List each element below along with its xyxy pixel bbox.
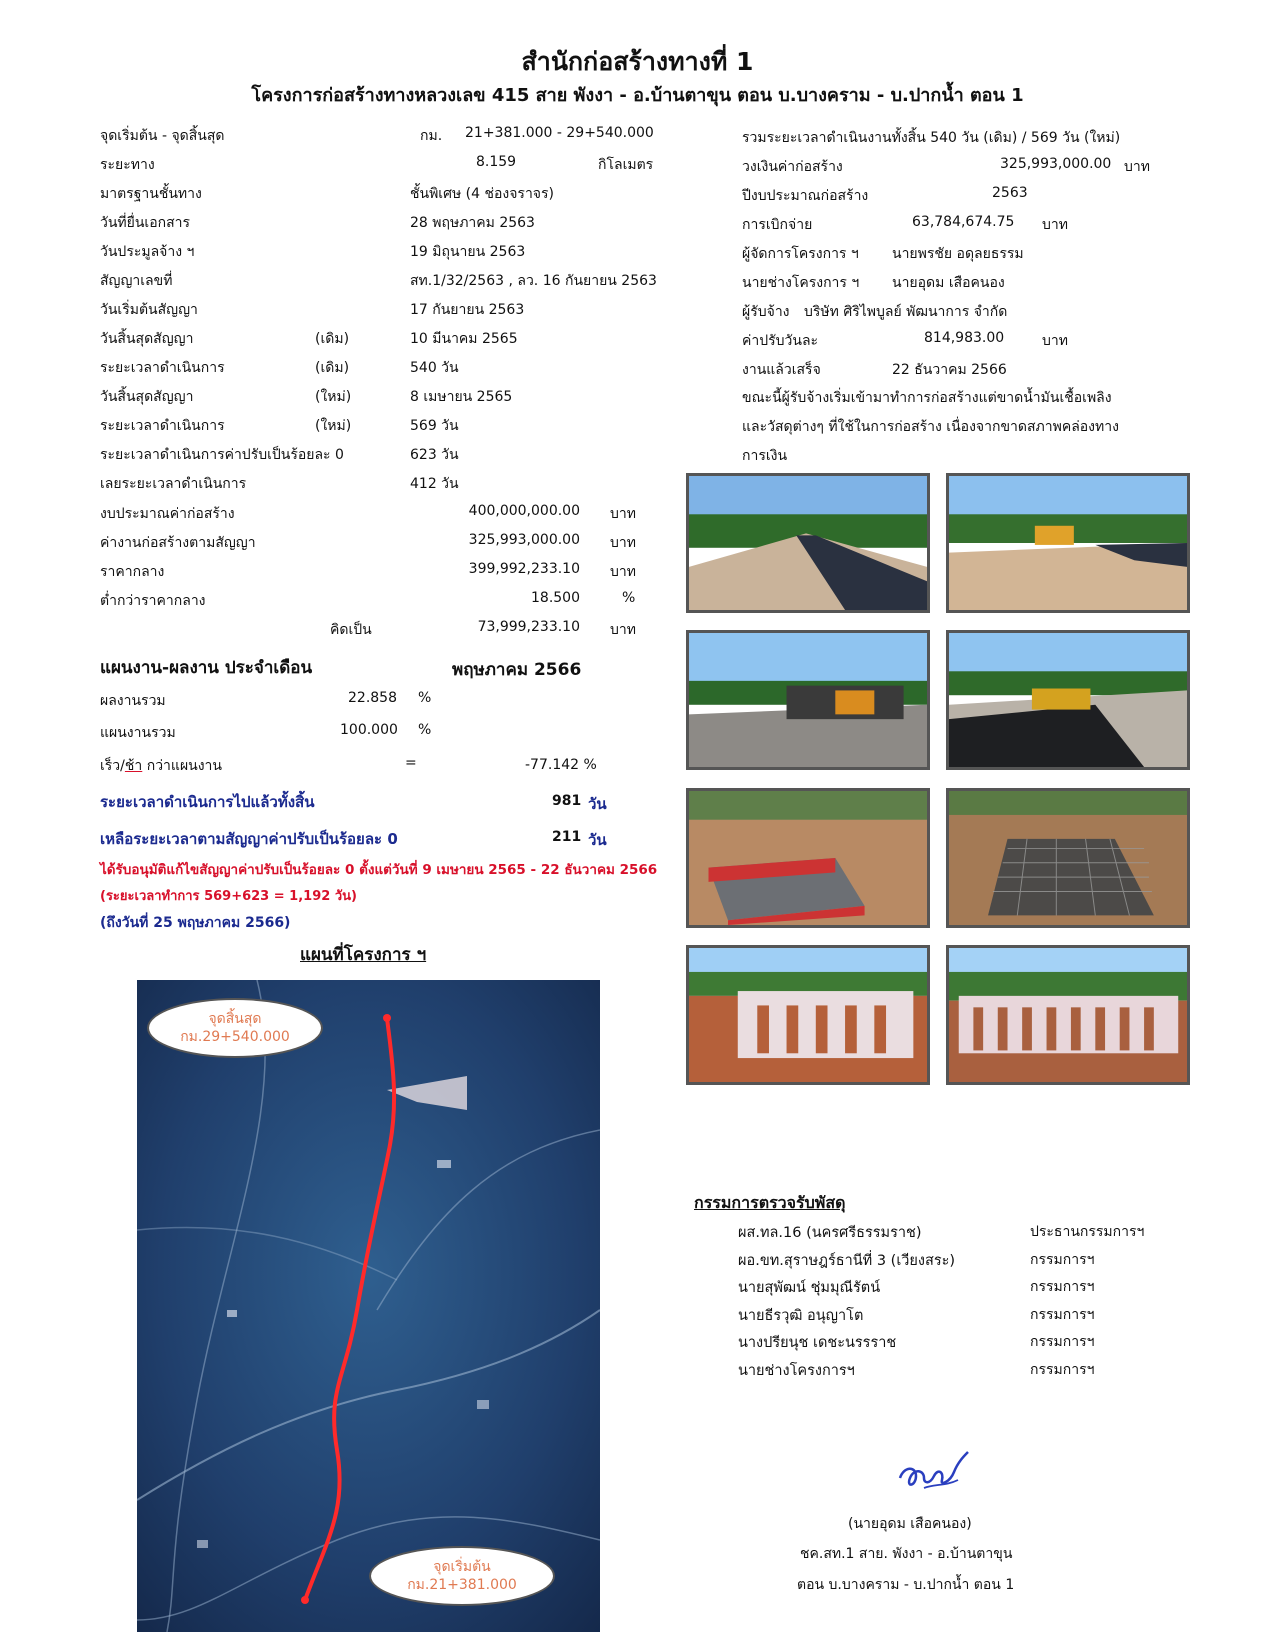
budget-unit: % (622, 590, 636, 606)
info-label: ระยะเวลาดำเนินการค่าปรับเป็นร้อยละ 0 (100, 447, 344, 463)
info-value: 19 มิถุนายน 2563 (410, 244, 526, 260)
committee-member-name: นางปรียนุช เดชะนรรราช (738, 1335, 897, 1351)
construction-photo (686, 630, 930, 770)
info-value: 21+381.000 - 29+540.000 (465, 125, 654, 141)
info-qualifier: (เดิม) (315, 331, 350, 347)
remain-value: 211 (552, 829, 582, 845)
info-label: วันประมูลจ้าง ฯ (100, 244, 195, 260)
contract-unit: บาท (1042, 333, 1068, 349)
construction-photo (946, 945, 1190, 1085)
info-label: วันเริ่มต้นสัญญา (100, 302, 198, 318)
plan-unit: % (418, 722, 432, 738)
construction-photo (686, 473, 930, 613)
note-line: และวัสดุต่างๆ ที่ใช้ในการก่อสร้าง เนื่องจากขาดสภาพคล่องทาง (742, 419, 1119, 435)
amendment-note: ได้รับอนุมัติแก้ไขสัญญาค่าปรับเป็นร้อยละ 0 ตั้งแต่วันที่ 9 เมษายน 2565 - 22 ธันวาคม 2566 (100, 862, 658, 878)
diff-value: -77.142 % (525, 757, 597, 773)
start-point-label: จุดเริ่มต้น (433, 1559, 491, 1575)
info-unit: กิโลเมตร (598, 157, 654, 173)
diff-label-slow: ช้า (124, 758, 143, 774)
budget-label: งบประมาณค่าก่อสร้าง (100, 506, 235, 522)
info-value: 8.159 (476, 154, 517, 170)
contract-unit: บาท (1042, 217, 1068, 233)
info-label: วันสิ้นสุดสัญญา (100, 331, 194, 347)
elapsed-label: ระยะเวลาดำเนินการไปแล้วทั้งสิ้น (100, 793, 315, 811)
info-value: 569 วัน (410, 418, 459, 434)
committee-member-name: ผอ.ขท.สุราษฎร์ธานีที่ 3 (เวียงสระ) (738, 1252, 956, 1269)
info-value: 540 วัน (410, 360, 459, 376)
info-value: 8 เมษายน 2565 (410, 389, 513, 405)
map-title: แผนที่โครงการ ฯ (300, 945, 427, 965)
contract-unit: บาท (1124, 159, 1150, 175)
committee-member-role: กรรมการฯ (1030, 1251, 1095, 1268)
signer-name: (นายอุดม เสือคนอง) (848, 1516, 972, 1532)
contract-label: งานแล้วเสร็จ (742, 362, 821, 378)
committee-member-role: กรรมการฯ (1030, 1334, 1095, 1350)
contract-label: วงเงินค่าก่อสร้าง (742, 159, 843, 175)
result-value: 22.858 (348, 690, 397, 706)
as-of-date: (ถึงวันที่ 25 พฤษภาคม 2566) (100, 915, 291, 931)
contract-value: 325,993,000.00 (1000, 156, 1112, 172)
info-value: 412 วัน (410, 476, 459, 492)
construction-photo (686, 788, 930, 928)
info-value: ชั้นพิเศษ (4 ช่องจราจร) (410, 186, 554, 202)
construction-photo (946, 788, 1190, 928)
contract-label: นายช่างโครงการ ฯ (742, 275, 860, 291)
info-label: วันที่ยื่นเอกสาร (100, 215, 191, 231)
budget-unit: บาท (610, 535, 636, 551)
contract-value: 22 ธันวาคม 2566 (892, 362, 1007, 378)
diff-label (100, 755, 222, 777)
budget-value: 73,999,233.10 (477, 619, 580, 635)
duration-total: รวมระยะเวลาดำเนินงานทั้งสิ้น 540 วัน (เดิม) / 569 วัน (ใหม่) (742, 130, 1121, 146)
budget-value: 325,993,000.00 (468, 532, 580, 548)
committee-member-name: นายธีรวุฒิ อนุญาโต (738, 1307, 864, 1324)
signature-image (894, 1448, 974, 1502)
construction-photo (686, 945, 930, 1085)
budget-label: ค่างานก่อสร้างตามสัญญา (100, 535, 256, 551)
signer-position: ชค.สท.1 สาย. พังงา - อ.บ้านตาขุน (800, 1546, 1013, 1562)
contract-label: ค่าปรับวันละ (742, 333, 819, 349)
budget-value: 399,992,233.10 (468, 561, 580, 577)
budget-label: คิดเป็น (330, 622, 372, 638)
committee-member-name: นายช่างโครงการฯ (738, 1362, 855, 1379)
diff-label-fast: เร็ว/ (100, 758, 125, 774)
elapsed-value: 981 (552, 793, 582, 809)
contract-label: ปีงบประมาณก่อสร้าง (742, 188, 869, 204)
info-label: วันสิ้นสุดสัญญา (100, 389, 194, 405)
info-value: สท.1/32/2563 , ลว. 16 กันยายน 2563 (410, 273, 657, 289)
contract-value: 814,983.00 (924, 330, 1005, 346)
info-label: ระยะเวลาดำเนินการ (100, 418, 225, 434)
remain-label: เหลือระยะเวลาตามสัญญาค่าปรับเป็นร้อยละ 0 (100, 830, 398, 848)
contract-value: บริษัท ศิริไพบูลย์ พัฒนาการ จำกัด (804, 304, 1008, 320)
start-point-callout (369, 1546, 555, 1606)
total-days-note: (ระยะเวลาทำการ 569+623 = 1,192 วัน) (100, 889, 357, 904)
budget-unit: บาท (610, 622, 636, 638)
contract-value: 2563 (992, 185, 1028, 201)
info-value: 623 วัน (410, 447, 459, 463)
construction-photo (946, 630, 1190, 770)
contract-value: นายพรชัย อดุลยธรรม (892, 246, 1024, 262)
elapsed-unit: วัน (588, 795, 607, 813)
info-qualifier: (ใหม่) (315, 389, 352, 405)
committee-title: กรรมการตรวจรับพัสดุ (694, 1193, 846, 1212)
info-label: เลยระยะเวลาดำเนินการ (100, 476, 247, 492)
info-value: 10 มีนาคม 2565 (410, 331, 518, 347)
construction-photo (946, 473, 1190, 613)
budget-unit: บาท (610, 564, 636, 580)
signer-section: ตอน บ.บางคราม - บ.ปากน้ำ ตอน 1 (797, 1577, 1015, 1593)
plan-heading: แผนงาน-ผลงาน ประจำเดือน (100, 658, 313, 678)
contract-label: ผู้รับจ้าง (742, 304, 790, 320)
project-title: โครงการก่อสร้างทางหลวงเลข 415 สาย พังงา - อ.บ้านตาขุน ตอน บ.บางคราม - บ.ปากน้ำ ตอน 1 (251, 85, 1024, 106)
committee-member-name: ผส.ทล.16 (นครศรีธรรมราช) (738, 1225, 922, 1241)
plan-month: พฤษภาคม 2566 (452, 660, 582, 680)
budget-label: ราคากลาง (100, 564, 165, 580)
info-qualifier: (เดิม) (315, 360, 350, 376)
start-point-km: กม.21+381.000 (407, 1577, 517, 1593)
info-qualifier: (ใหม่) (315, 418, 352, 434)
contract-value: นายอุดม เสือคนอง (892, 275, 1005, 291)
info-label: สัญญาเลขที่ (100, 273, 173, 289)
info-label: ระยะเวลาดำเนินการ (100, 360, 225, 376)
budget-label: ต่ำกว่าราคากลาง (100, 593, 206, 609)
committee-member-name: นายสุพัฒน์ ชุ่มมุณีรัตน์ (738, 1280, 881, 1296)
end-point-callout (147, 998, 323, 1058)
project-map (137, 980, 600, 1632)
committee-member-role: กรรมการฯ (1030, 1279, 1095, 1295)
diff-eq: = (405, 755, 417, 771)
satellite-map-image (137, 980, 600, 1632)
info-label: ระยะทาง (100, 157, 155, 173)
budget-value: 400,000,000.00 (468, 503, 580, 519)
info-value: 28 พฤษภาคม 2563 (410, 215, 535, 231)
committee-member-role: กรรมการฯ (1030, 1306, 1095, 1323)
committee-member-role: ประธานกรรมการฯ (1030, 1224, 1145, 1240)
note-line: ขณะนี้ผู้รับจ้างเริ่มเข้ามาทำการก่อสร้างแต่ขาดน้ำมันเชื้อเพลิง (742, 390, 1112, 406)
committee-member-role: กรรมการฯ (1030, 1361, 1095, 1378)
budget-value: 18.500 (531, 590, 580, 606)
info-value: 17 กันยายน 2563 (410, 302, 525, 318)
end-point-label: จุดสิ้นสุด (208, 1011, 262, 1027)
contract-value: 63,784,674.75 (912, 214, 1015, 230)
budget-unit: บาท (610, 506, 636, 522)
office-title: สำนักก่อสร้างทางที่ 1 (521, 47, 754, 76)
remain-unit: วัน (588, 831, 607, 849)
info-label: จุดเริ่มต้น - จุดสิ้นสุด (100, 128, 225, 144)
info-label: มาตรฐานชั้นทาง (100, 186, 202, 202)
contract-label: การเบิกจ่าย (742, 217, 813, 233)
info-prefix: กม. (420, 128, 443, 144)
contract-label: ผู้จัดการโครงการ ฯ (742, 246, 859, 262)
result-label: ผลงานรวม (100, 693, 166, 709)
diff-label-rest: กว่าแผนงาน (142, 758, 222, 774)
plan-label: แผนงานรวม (100, 725, 176, 741)
plan-value: 100.000 (340, 722, 398, 738)
note-line: การเงิน (742, 448, 788, 464)
end-point-km: กม.29+540.000 (180, 1029, 290, 1045)
result-unit: % (418, 690, 432, 706)
